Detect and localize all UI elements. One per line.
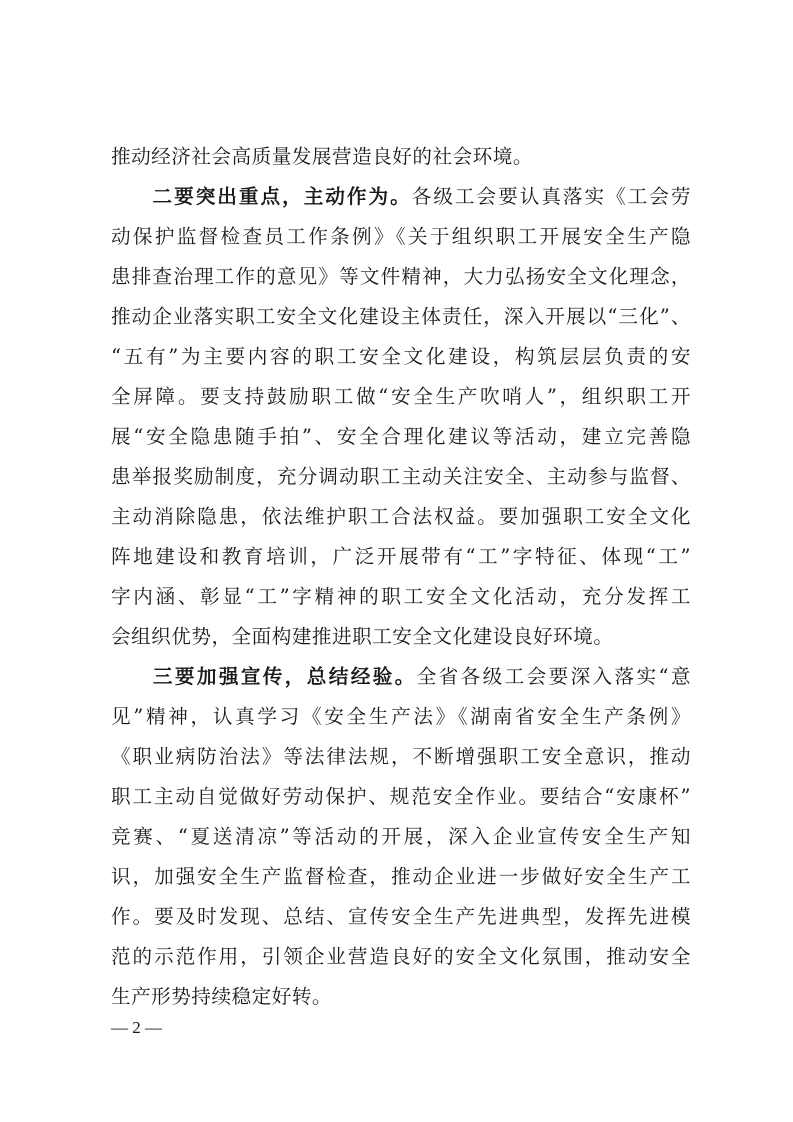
paragraph-heading: 二要突出重点，主动作为。	[151, 185, 412, 208]
text-line-7	[111, 382, 691, 412]
line-text: 动保护监督检查员工作条例》《关于组织职工开展安全生产隐	[111, 225, 691, 248]
text-line-19	[111, 862, 691, 892]
text-line-20	[111, 902, 691, 932]
line-text: 会组织优势，全面构建推进职工安全文化建设良好环境。	[111, 625, 614, 648]
line-text: 生产形势持续稳定好转。	[111, 985, 333, 1008]
text-line-8	[111, 422, 691, 452]
text-line-12	[111, 582, 691, 612]
line-text: 全屏障。要支持鼓励职工做“安全生产吹哨人”，组织职工开	[111, 385, 691, 408]
line-text: “五有”为主要内容的职工安全文化建设，构筑层层负责的安	[111, 345, 691, 368]
line-text: 作。要及时发现、总结、宣传安全生产先进典型，发挥先进模	[111, 905, 691, 928]
text-line-1	[111, 142, 691, 172]
line-text: 主动消除隐患，依法维护职工合法权益。要加强职工安全文化	[111, 505, 691, 528]
line-text: 职工主动自觉做好劳动保护、规范安全作业。要结合“安康杯”	[111, 785, 691, 808]
text-line-15	[111, 702, 691, 732]
text-line-4	[111, 262, 691, 292]
text-line-17	[111, 782, 691, 812]
text-line-21	[111, 942, 691, 972]
line-text: 识，加强安全生产监督检查，推动企业进一步做好安全生产工	[111, 865, 691, 888]
text-line-5	[111, 302, 691, 332]
line-text: 《职业病防治法》等法律法规，不断增强职工安全意识，推动	[111, 745, 691, 768]
line-text: 字内涵、彰显“工”字精神的职工安全文化活动，充分发挥工	[111, 585, 691, 608]
paragraph-heading-line-14	[111, 662, 691, 692]
text-line-6	[111, 342, 691, 372]
text-line-9	[111, 462, 691, 492]
line-text: 范的示范作用，引领企业营造良好的安全文化氛围，推动安全	[111, 945, 691, 968]
line-text: 竞赛、“夏送清凉”等活动的开展，深入企业宣传安全生产知	[111, 825, 691, 848]
line-text: 展“安全隐患随手拍”、安全合理化建议等活动，建立完善隐	[111, 425, 691, 448]
line-text: 全省各级工会要深入落实“意	[416, 665, 691, 688]
text-line-16	[111, 742, 691, 772]
text-line-10	[111, 502, 691, 532]
text-line-11	[111, 542, 691, 572]
line-text: 推动企业落实职工安全文化建设主体责任，深入开展以“三化”、	[111, 305, 691, 328]
paragraph-heading: 三要加强宣传，总结经验。	[151, 665, 417, 688]
line-text: 见”精神，认真学习《安全生产法》《湖南省安全生产条例》	[111, 705, 691, 728]
text-line-22	[111, 982, 691, 1012]
text-line-3	[111, 222, 691, 252]
page-number: — 2 —	[111, 1018, 162, 1037]
line-text: 推动经济社会高质量发展营造良好的社会环境。	[111, 145, 533, 168]
line-text: 患排查治理工作的意见》等文件精神，大力弘扬安全文化理念，	[111, 265, 691, 288]
line-text: 各级工会要认真落实《工会劳	[411, 185, 691, 208]
line-text: 患举报奖励制度，充分调动职工主动关注安全、主动参与监督、	[111, 465, 691, 488]
text-line-13	[111, 622, 691, 652]
paragraph-heading-line-2	[111, 182, 691, 212]
line-text: 阵地建设和教育培训，广泛开展带有“工”字特征、体现“工”	[111, 545, 691, 568]
text-line-18	[111, 822, 691, 852]
